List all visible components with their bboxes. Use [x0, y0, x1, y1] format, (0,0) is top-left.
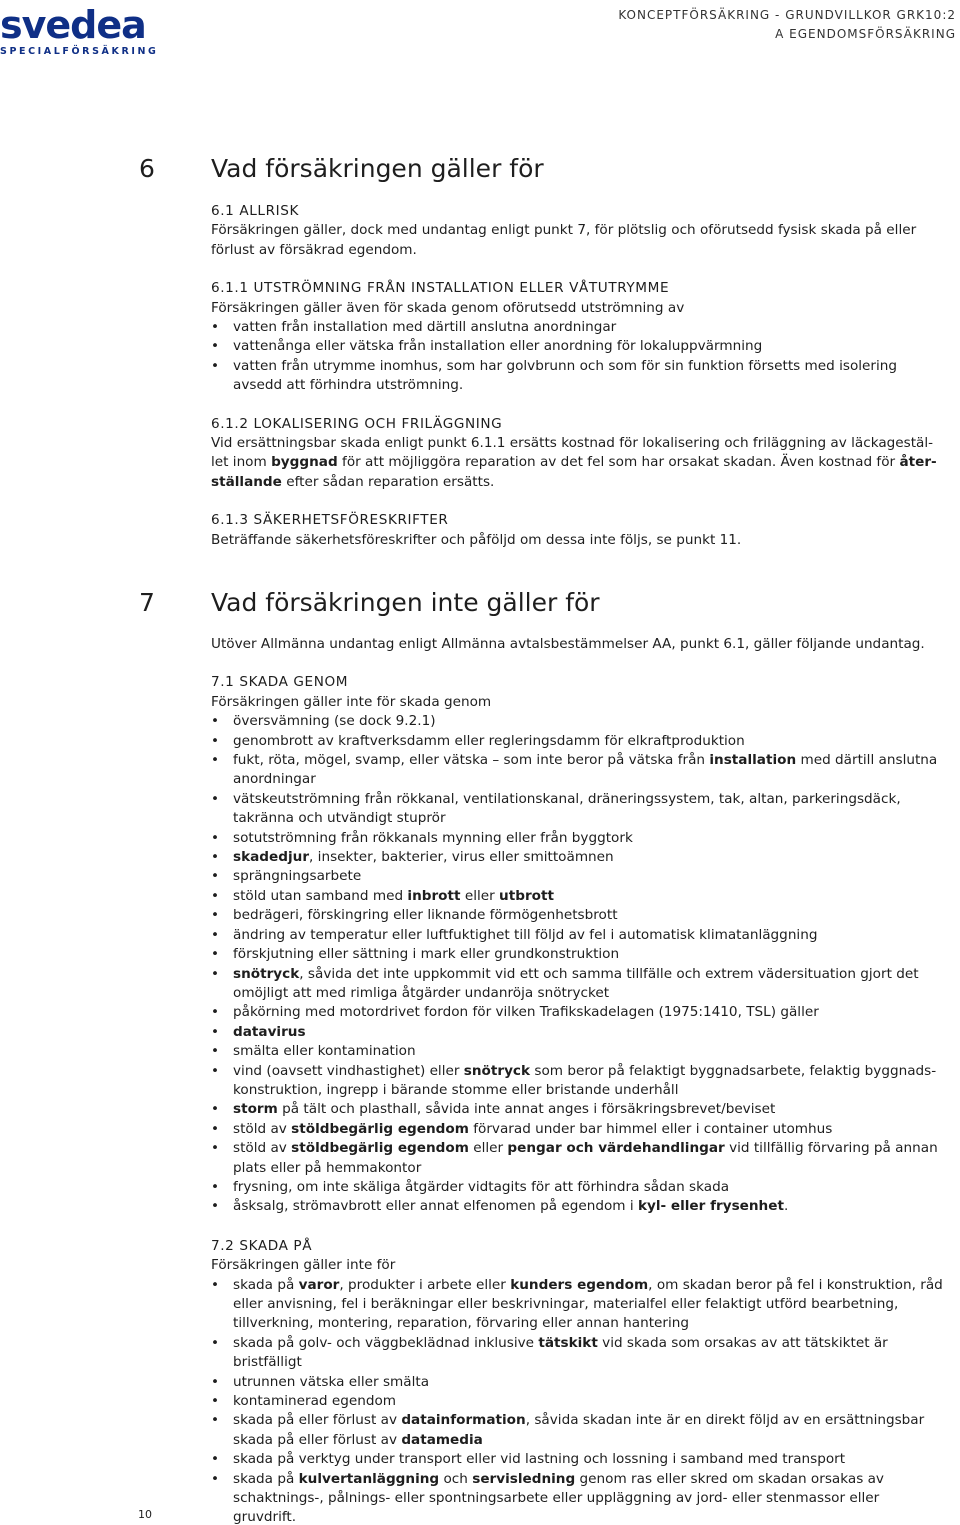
text-span: frysning, om inte skäliga åtgärder vidtagits för att förhindra sådan skada — [233, 1178, 730, 1195]
document-title: KONCEPTFÖRSÄKRING - GRUNDVILLKOR GRK10:2 — [618, 8, 956, 22]
defined-term: pengar och värdehandlingar — [507, 1140, 725, 1157]
text-span: vid skada som orsakas av att tätskiktet är bristfälligt — [233, 1334, 888, 1371]
logo-tagline: SPECIALFÖRSÄKRING — [0, 46, 159, 57]
text-span: sotutströmning från rökkanals mynning eller från byggtork — [233, 829, 633, 846]
text-span: med därtill anslutna anordningar — [233, 752, 938, 788]
list-item — [211, 1139, 945, 1178]
list-item — [211, 848, 945, 867]
defined-term: snötryck — [463, 1062, 531, 1079]
text-span: ändring av temperatur eller luftfuktighet till följd av fel i automatisk klimatanläggning — [233, 926, 818, 943]
defined-term: inbrott — [407, 887, 461, 904]
text-span: genom ras eller skred om skadan orsakas av schaktnings-, pålnings- eller spontningsarbete eller uppläggning av jord- eller stenmassor eller gruvdrift. — [233, 1470, 884, 1525]
text-span: vid tillfällig förvaring på annan plats eller på hemmakontor — [233, 1140, 938, 1176]
list-item — [211, 945, 945, 964]
text-span: bedrägeri, förskingring eller liknande förmögenhetsbrott — [233, 907, 618, 924]
list-item — [211, 1334, 945, 1373]
text-span: översvämning (se dock 9.2.1) — [233, 713, 436, 730]
text-span: för att möjliggöra reparation av det fel som har orsakat skadan. Även kostnad för — [337, 454, 900, 471]
text-span: , såvida skadan inte är en direkt följd av en ersättningsbar skada på eller förlust av — [233, 1412, 925, 1448]
defined-term: datamedia — [401, 1431, 483, 1448]
subsection-6-1-heading: 6.1 ALLRISK — [211, 203, 299, 219]
list-item: • vatten från installation med därtill anslutna anordningar — [211, 318, 945, 337]
defined-term: skadedjur — [233, 849, 310, 866]
defined-term: stöldbegärlig egendom — [291, 1120, 469, 1137]
defined-term: kulvertanläggning — [298, 1470, 440, 1487]
subsection-7-2-heading: 7.2 SKADA PÅ — [211, 1237, 313, 1254]
list-item — [211, 1470, 945, 1525]
text-span: efter sådan reparation ersätts. — [281, 473, 495, 490]
logo-wordmark: svedea — [0, 3, 146, 47]
subsection-6-1-3-text: Beträffande säkerhetsföreskrifter och påföljd om dessa inte följs, se punkt 11. — [211, 531, 742, 548]
subsection-7-1-list — [211, 712, 945, 1217]
text-span: eller — [460, 887, 500, 904]
subsection-6-1-2-text — [211, 434, 945, 492]
list-item — [211, 1003, 945, 1022]
list-item — [211, 1042, 945, 1061]
defined-term: kunders egendom — [510, 1276, 649, 1293]
list-item — [211, 829, 945, 848]
defined-term: servisledning — [472, 1470, 576, 1487]
text-span: skada på verktyg under transport eller vid lastning och lossning i samband med transport — [233, 1451, 846, 1468]
defined-term: ställande — [211, 473, 282, 490]
page-number: 10 — [138, 1508, 152, 1521]
svedea-logo — [0, 3, 170, 57]
text-span: Vid ersättningsbar skada enligt punkt 6.1.1 ersätts kostnad för lokalisering och friläggning av läckagestäl- — [211, 435, 934, 452]
defined-term: datavirus — [233, 1023, 306, 1040]
text-span: . — [783, 1198, 789, 1215]
document-subtitle: A EGENDOMSFÖRSÄKRING — [775, 27, 956, 41]
text-span: , såvida det inte uppkommit vid ett och samma tillfälle och extrem vädersituation gjort det omöjligt att med rimliga åtgärder undanröja snötrycket — [233, 965, 919, 1001]
text-span: eller — [468, 1140, 508, 1157]
list-item — [211, 712, 945, 731]
list-item — [211, 1411, 945, 1450]
subsection-7-2-intro: Försäkringen gäller inte för — [211, 1257, 396, 1274]
list-item — [211, 887, 945, 906]
section-6-title: Vad försäkringen gäller för — [211, 154, 544, 183]
list-item: • vattenånga eller vätska från installation eller anordning för lokaluppvärmning — [211, 337, 945, 356]
defined-term: installation — [709, 752, 797, 769]
list-item — [211, 1100, 945, 1119]
list-item — [211, 1373, 945, 1392]
text-span: , insekter, bakterier, virus eller smittoämnen — [309, 849, 614, 866]
subsection-6-1-3-heading: 6.1.3 SÄKERHETSFÖRESKRIFTER — [211, 512, 449, 529]
list-item — [211, 1450, 945, 1469]
list-item — [211, 867, 945, 886]
list-item — [211, 906, 945, 925]
text-span: sprängningsarbete — [233, 868, 362, 885]
defined-term: åter- — [899, 454, 937, 471]
list-item — [211, 1120, 945, 1139]
defined-term: kyl- eller frysenhet — [637, 1198, 784, 1215]
text-span: vind (oavsett vindhastighet) eller — [233, 1062, 464, 1079]
list-item — [211, 790, 945, 829]
subsection-6-1-2-heading: 6.1.2 LOKALISERING OCH FRILÄGGNING — [211, 415, 503, 432]
defined-term: stöldbegärlig egendom — [291, 1140, 469, 1157]
text-span: , produkter i arbete eller — [339, 1276, 511, 1293]
defined-term: utbrott — [499, 887, 554, 904]
section-6-content — [211, 202, 945, 550]
text-span: skada på golv- och väggbeklädnad inklusive — [233, 1334, 539, 1351]
defined-term: tätskikt — [538, 1334, 598, 1351]
subsection-6-1-1-list — [211, 318, 945, 396]
text-span: skada på — [233, 1470, 299, 1487]
text-span: vätskeutströmning från rökkanal, ventilationskanal, dräneringssystem, tak, altan, parkeringsdäck, takränna och utvändigt stuprör — [233, 790, 901, 827]
subsection-6-1-1-heading: 6.1.1 UTSTRÖMNING FRÅN INSTALLATION ELLER VÅTUTRYMME — [211, 280, 670, 297]
section-7-number: 7 — [139, 588, 155, 617]
text-span: let inom — [211, 454, 272, 471]
list-item — [211, 1197, 945, 1216]
defined-term: byggnad — [271, 454, 338, 471]
text-span: stöld av — [233, 1120, 292, 1137]
text-span: som beror på felaktigt byggnadsarbete, felaktig byggnads-konstruktion, ingrepp i bärande stomme eller bristande underhåll — [233, 1062, 937, 1098]
text-span: utrunnen vätska eller smälta — [233, 1373, 430, 1390]
subsection-7-1-heading: 7.1 SKADA GENOM — [211, 674, 349, 691]
list-item — [211, 1178, 945, 1197]
text-span: , om skadan beror på fel i konstruktion, råd eller anvisning, fel i beräkningar eller beskrivningar, materialfel eller felaktigt utförd bearbetning, tillverkning, montering, reparation, förvaring eller annan hantering — [233, 1276, 943, 1332]
list-item — [211, 1392, 945, 1411]
text-span: skada på eller förlust av — [233, 1412, 402, 1429]
section-6-number: 6 — [139, 154, 155, 183]
subsection-6-1-1-intro: Försäkringen gäller även för skada genom oförutsedd utströmning av — [211, 299, 685, 316]
list-item — [211, 1062, 945, 1101]
subsection-7-1-intro: Försäkringen gäller inte för skada genom — [211, 693, 492, 710]
section-6-heading — [139, 154, 839, 184]
list-item — [211, 926, 945, 945]
subsection-7-2-list — [211, 1276, 945, 1525]
text-span: förskjutning eller sättning i mark eller grundkonstruktion — [233, 946, 620, 963]
text-span: förvarad under bar himmel eller i container utomhus — [468, 1120, 833, 1137]
section-7-heading — [139, 588, 839, 618]
text-span: fukt, röta, mögel, svamp, eller vätska – som inte beror på vätska från — [233, 752, 710, 769]
defined-term: varor — [298, 1276, 340, 1293]
list-item — [211, 965, 945, 1004]
text-span: stöld av — [233, 1140, 292, 1157]
text-span: smälta eller kontamination — [233, 1043, 416, 1060]
text-span: påkörning med motordrivet fordon för vilken Trafikskadelagen (1975:1410, TSL) gäller — [233, 1004, 819, 1021]
text-span: kontaminerad egendom — [233, 1393, 397, 1410]
list-item — [211, 751, 945, 790]
text-span: åsksalg, strömavbrott eller annat elfenomen på egendom i — [233, 1198, 638, 1215]
subsection-6-1-text: Försäkringen gäller, dock med undantag enligt punkt 7, för plötslig och oförutsedd fysisk skada på eller förlust av försäkrad egendom. — [211, 222, 917, 258]
section-7-intro: Utöver Allmänna undantag enligt Allmänna avtalsbestämmelser AA, punkt 6.1, gäller följande undantag. — [211, 636, 925, 652]
text-span: och — [439, 1470, 473, 1487]
list-item — [211, 1276, 945, 1334]
list-item — [211, 732, 945, 751]
defined-term: storm — [233, 1101, 278, 1118]
list-item — [211, 1023, 945, 1042]
text-span: skada på — [233, 1276, 299, 1293]
section-7-content — [211, 635, 945, 1525]
defined-term: snötryck — [233, 965, 300, 982]
text-span: genombrott av kraftverksdamm eller regleringsdamm för elkraftproduktion — [233, 732, 745, 749]
list-item: • vatten från utrymme inomhus, som har golvbrunn och som för sin funktion försetts med isolering avsedd att förhindra utströmning. — [211, 357, 945, 396]
document-header — [618, 6, 956, 44]
text-span: på tält och plasthall, såvida inte annat anges i försäkringsbrevet/beviset — [277, 1101, 776, 1118]
text-span: stöld utan samband med — [233, 887, 408, 904]
section-7-title: Vad försäkringen inte gäller för — [211, 588, 600, 617]
defined-term: datainformation — [401, 1412, 526, 1429]
